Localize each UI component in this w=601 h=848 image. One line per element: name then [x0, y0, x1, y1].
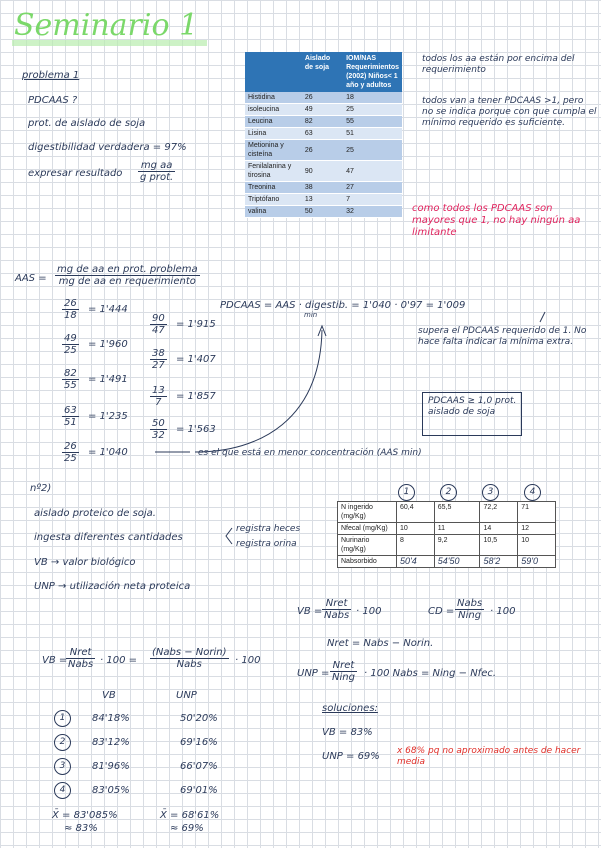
unp-den: Ning [332, 672, 355, 683]
table-cell: 55 [343, 116, 402, 128]
ratio-num: 90 [152, 313, 165, 324]
ratio-num: 26 [64, 298, 77, 309]
table-cell: 60,4 [397, 502, 435, 523]
ratio-num: 26 [64, 441, 77, 452]
ratio-den: 25 [64, 453, 77, 464]
pdcaas-min-subscript: min [304, 311, 318, 319]
vb2-mid: · 100 = [100, 655, 138, 666]
vb2-label: VB = [42, 655, 68, 666]
mean-unp: X̄ = 68'61% [160, 810, 220, 821]
ratio-den: 51 [64, 417, 77, 428]
table-cell: 11 [434, 523, 480, 535]
ratio-den: 18 [64, 310, 77, 321]
table-cell: isoleucina [245, 104, 302, 116]
vb-fraction [322, 598, 351, 621]
table-cell: 26 [302, 92, 343, 104]
solution-note: x 68% pq no aproximado antes de hacer media [397, 746, 581, 767]
aas-label: AAS = [15, 273, 47, 284]
ratio-result: = 1'960 [88, 339, 128, 350]
cd-formula-label: CD = [428, 606, 455, 617]
problem1-heading: problema 1 [22, 70, 80, 81]
vb-num: Nret [322, 598, 351, 610]
ratio-result: = 1'235 [88, 411, 128, 422]
result-unp: 69'16% [180, 737, 218, 748]
circled-number: 1 [398, 484, 415, 501]
vb2-den: Nabs [68, 659, 94, 670]
table-row [338, 502, 556, 523]
p1-line4: expresar resultado [28, 168, 123, 179]
table1-header-2: IOM/NAS Requerimientos (2002) Niños< 1 año y adultos [343, 52, 402, 92]
p1-line3: digestibilidad verdadera = 97% [28, 142, 187, 153]
pdcaas-formula: PDCAAS = AAS · digestib. = 1'040 · 0'97 = 1'009 [220, 300, 466, 311]
note-supera: supera el PDCAAS requerido de 1. No hace falta indicar la mínima extra. [418, 326, 587, 347]
ratio-num: 49 [64, 333, 77, 344]
ratio-result: = 1'915 [176, 319, 216, 330]
nitrogen-table [337, 501, 556, 568]
result-vb: 83'12% [92, 737, 130, 748]
ratio-den: 47 [152, 325, 165, 336]
table-cell: 26 [302, 140, 343, 161]
arrow-supera [540, 312, 545, 322]
p1-units-num: mg aa [138, 160, 175, 172]
table-cell: 13 [302, 194, 343, 206]
circled-number: 4 [524, 484, 541, 501]
table-cell: 65,5 [434, 502, 480, 523]
solution-unp: UNP = 69% [322, 751, 380, 762]
note-no-limiting: como todos los PDCAAS son mayores que 1, no hay ningún aa limitante [412, 203, 581, 238]
ratio-result: = 1'857 [176, 391, 216, 402]
ratio-den: 25 [64, 345, 77, 356]
vb2-fraction [66, 647, 95, 670]
ratio-den: 32 [152, 430, 165, 441]
unp-num: Nret [330, 660, 357, 672]
p2-line4: UNP → utilización neta proteica [34, 581, 191, 592]
result-unp: 66'07% [180, 761, 218, 772]
table-row [338, 535, 556, 556]
table-cell: 32 [343, 206, 402, 218]
table-cell: 51 [343, 128, 402, 140]
unp-formula-rest: · 100 Nabs = Ning − Nfec. [364, 668, 497, 679]
ratio-num: 82 [64, 368, 77, 379]
unp-formula-label: UNP = [297, 668, 330, 679]
table-cell: N ingerido (mg/Kg) [338, 502, 397, 523]
result-unp: 69'01% [180, 785, 218, 796]
aas-num: mg de aa en prot. problema [57, 264, 198, 275]
result-unp: 50'20% [180, 713, 218, 724]
table-cell: 12 [518, 523, 556, 535]
p1-line1: PDCAAS ? [28, 95, 78, 106]
ratio-result: = 1'407 [176, 354, 216, 365]
mean-vb: X̄ = 83'085% [52, 810, 118, 821]
result-index: 3 [54, 758, 71, 775]
cd-num: Nabs [457, 598, 483, 609]
circled-number: 2 [440, 484, 457, 501]
table-cell: 72,2 [480, 502, 518, 523]
table-cell: 7 [343, 194, 402, 206]
mean-vb-rounded: ≈ 83% [64, 823, 98, 834]
table-row [338, 523, 556, 535]
ratio-den: 7 [155, 397, 162, 408]
result-vb: 81'96% [92, 761, 130, 772]
col-unp-header: UNP [176, 690, 197, 701]
problem2-heading: nº2) [30, 483, 52, 494]
ratio-num: 13 [152, 385, 165, 396]
ratio-num: 38 [152, 348, 165, 359]
table-cell: 63 [302, 128, 343, 140]
aas-den: mg de aa en requerimiento [58, 276, 196, 287]
solutions-heading: soluciones: [322, 703, 378, 714]
p2-line3: VB → valor biológico [34, 557, 136, 568]
page-title: Seminario 1 [14, 8, 199, 43]
vb-formula-label: VB = [297, 606, 323, 617]
solution-vb: VB = 83% [322, 727, 373, 738]
table-cell: Histidina [245, 92, 302, 104]
table-cell: Triptófano [245, 194, 302, 206]
table-cell: 9,2 [434, 535, 480, 556]
p2-line2: ingesta diferentes cantidades [34, 532, 183, 543]
ratio-result: = 1'444 [88, 304, 128, 315]
ratio-num: 50 [152, 418, 165, 429]
table-cell: Nfecal (mg/Kg) [338, 523, 397, 535]
result-index: 2 [54, 734, 71, 751]
p2-brace-heces: registra heces [236, 524, 301, 534]
table-cell: 90 [302, 161, 343, 182]
table-cell: 54'50 [434, 556, 480, 568]
table1-header-1: Aislado de soja [302, 52, 343, 92]
vb2-rest: · 100 [235, 655, 261, 666]
table-cell: 49 [302, 104, 343, 116]
table-cell: 59'0 [518, 556, 556, 568]
brace-icon [226, 528, 232, 544]
table-cell: Metionina y cisteína [245, 140, 302, 161]
table-cell: 58'2 [480, 556, 518, 568]
arrow-min-curve [195, 330, 322, 452]
table-row [338, 556, 556, 568]
cd-fraction [455, 598, 484, 621]
nret-formula: Nret = Nabs − Norin. [327, 638, 434, 649]
table-cell: 27 [343, 182, 402, 194]
table-cell: 82 [302, 116, 343, 128]
result-vb: 84'18% [92, 713, 130, 724]
result-index: 1 [54, 710, 71, 727]
vb2-num: Nret [66, 647, 95, 659]
vb-formula-rest: · 100 [356, 606, 382, 617]
table-cell: 25 [343, 104, 402, 116]
unp-fraction [330, 660, 357, 683]
p2-brace-orina: registra orina [236, 539, 297, 549]
p1-units-den: g prot. [140, 172, 174, 183]
table-cell: valina [245, 206, 302, 218]
table-cell: 47 [343, 161, 402, 182]
circled-number: 3 [482, 484, 499, 501]
ratio-num: 63 [64, 405, 77, 416]
table-cell: Nabsorbido [338, 556, 397, 568]
table-cell: 50 [302, 206, 343, 218]
table-cell: Lisina [245, 128, 302, 140]
table-cell: 38 [302, 182, 343, 194]
vb-den: Nabs [324, 610, 350, 621]
note-all-pdcaas: todos van a tener PDCAAS >1, pero no se indica porque con que cumpla el mínimo requerido es suficiente. [422, 96, 597, 128]
col-vb-header: VB [102, 690, 116, 701]
note-min-aas: es el que está en menor concentración (AAS min) [198, 448, 422, 458]
p1-line2: prot. de aislado de soja [28, 118, 146, 129]
vb2-num2: (Nabs − Norin) [152, 647, 227, 658]
table-cell: 71 [518, 502, 556, 523]
ratio-den: 27 [152, 360, 165, 371]
mean-unp-rounded: ≈ 69% [170, 823, 204, 834]
table-cell: Fenilalanina y tirosina [245, 161, 302, 182]
table-cell: 50'4 [397, 556, 435, 568]
table-cell: Leucina [245, 116, 302, 128]
table-cell: 18 [343, 92, 402, 104]
table-cell: 10 [518, 535, 556, 556]
table-cell: 10 [397, 523, 435, 535]
vb2-den2: Nabs [176, 659, 202, 670]
ratio-result: = 1'491 [88, 374, 128, 385]
table-cell: 10,5 [480, 535, 518, 556]
ratio-result: = 1'040 [88, 447, 128, 458]
ratio-den: 55 [64, 380, 77, 391]
ratio-result: = 1'563 [176, 424, 216, 435]
result-vb: 83'05% [92, 785, 130, 796]
table-cell: 8 [397, 535, 435, 556]
vb2-fraction2 [150, 647, 229, 670]
table-cell: Treonina [245, 182, 302, 194]
table-cell: 14 [480, 523, 518, 535]
result-index: 4 [54, 782, 71, 799]
cd-den: Ning [458, 610, 482, 621]
p2-line1: aislado proteico de soja. [34, 508, 156, 519]
note-all-above: todos los aa están por encima del requerimiento [422, 54, 575, 75]
pdcaas-result-text: PDCAAS ≥ 1,0 prot. aislado de soja [428, 396, 517, 417]
cd-formula-rest: · 100 [490, 606, 516, 617]
table-cell: Nurinario (mg/Kg) [338, 535, 397, 556]
table-cell: 25 [343, 140, 402, 161]
